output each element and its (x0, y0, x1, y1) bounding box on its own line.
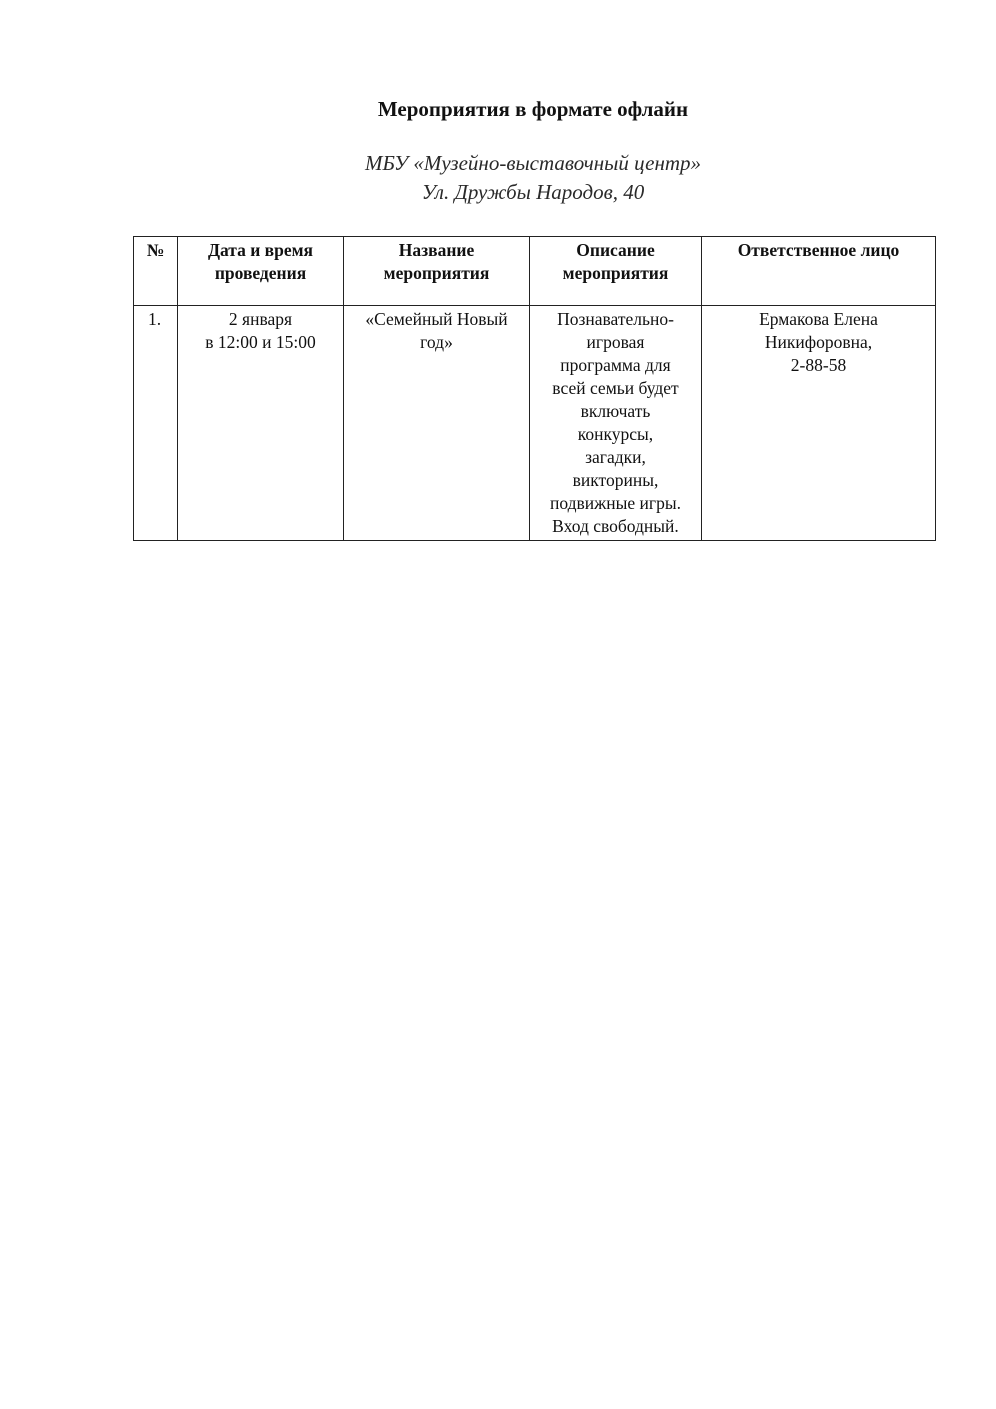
events-table (133, 236, 936, 541)
header-event-name: Название мероприятия (344, 237, 530, 306)
table-header-row (134, 237, 936, 306)
organization-block (0, 149, 996, 207)
table-row (134, 306, 936, 541)
organization-address: Ул. Дружбы Народов, 40 (421, 180, 645, 204)
header-date-time: Дата и время проведения (178, 237, 344, 306)
cell-date-time: 2 января в 12:00 и 15:00 (178, 306, 344, 541)
cell-responsible: Ермакова Елена Никифоровна, 2-88-58 (702, 306, 936, 541)
header-responsible: Ответственное лицо (702, 237, 936, 306)
cell-description: Познавательно- игровая программа для всей семьи будет включать конкурсы, загадки, викторины, подвижные игры. Вход свободный. (530, 306, 702, 541)
cell-number: 1. (134, 306, 178, 541)
header-description: Описание мероприятия (530, 237, 702, 306)
header-number: № (134, 237, 178, 306)
cell-event-name: «Семейный Новый год» (344, 306, 530, 541)
organization-name: МБУ «Музейно-выставочный центр» (364, 151, 702, 175)
page-title: Мероприятия в формате офлайн (377, 97, 689, 121)
